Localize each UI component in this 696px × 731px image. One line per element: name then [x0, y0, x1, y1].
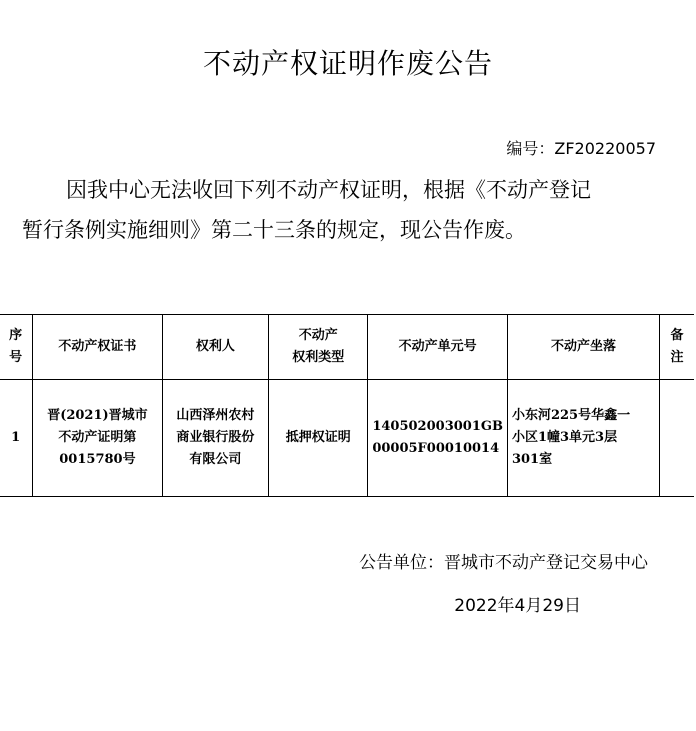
header-remark: 备 注 — [660, 315, 694, 380]
body-line-1: 因我中心无法收回下列不动产权证明，根据《不动产登记 — [66, 178, 591, 202]
cell-location: 小东河225号华鑫一 小区1幢3单元3层 301室 — [507, 380, 659, 497]
cell-seq: 1 — [0, 380, 33, 497]
body-line-2: 暂行条例实施细则》第二十三条的规定，现公告作废。 — [22, 218, 526, 242]
header-seq: 序 号 — [0, 315, 33, 380]
announcement-body — [22, 170, 672, 250]
issue-date: 2022年4月29日 — [454, 596, 581, 616]
page-title: 不动产权证明作废公告 — [202, 47, 493, 80]
header-cert: 不动产权证书 — [33, 315, 162, 380]
cell-right-type: 抵押权证明 — [269, 380, 368, 497]
certificate-table — [0, 314, 694, 497]
issuer: 公告单位：晋城市不动产登记交易中心 — [359, 553, 648, 573]
header-location: 不动产坐落 — [507, 315, 659, 380]
header-unit-number: 不动产单元号 — [368, 315, 508, 380]
header-holder: 权利人 — [162, 315, 269, 380]
table-row — [0, 380, 694, 497]
cell-holder: 山西泽州农村 商业银行股份 有限公司 — [162, 380, 269, 497]
document-number: 编号：ZF20220057 — [506, 139, 656, 158]
table-header-row — [0, 315, 694, 380]
cell-cert: 晋(2021)晋城市 不动产证明第 0015780号 — [33, 380, 162, 497]
header-right-type: 不动产 权利类型 — [269, 315, 368, 380]
cell-unit-number: 140502003001GB 00005F00010014 — [368, 380, 508, 497]
cell-remark — [660, 380, 694, 497]
